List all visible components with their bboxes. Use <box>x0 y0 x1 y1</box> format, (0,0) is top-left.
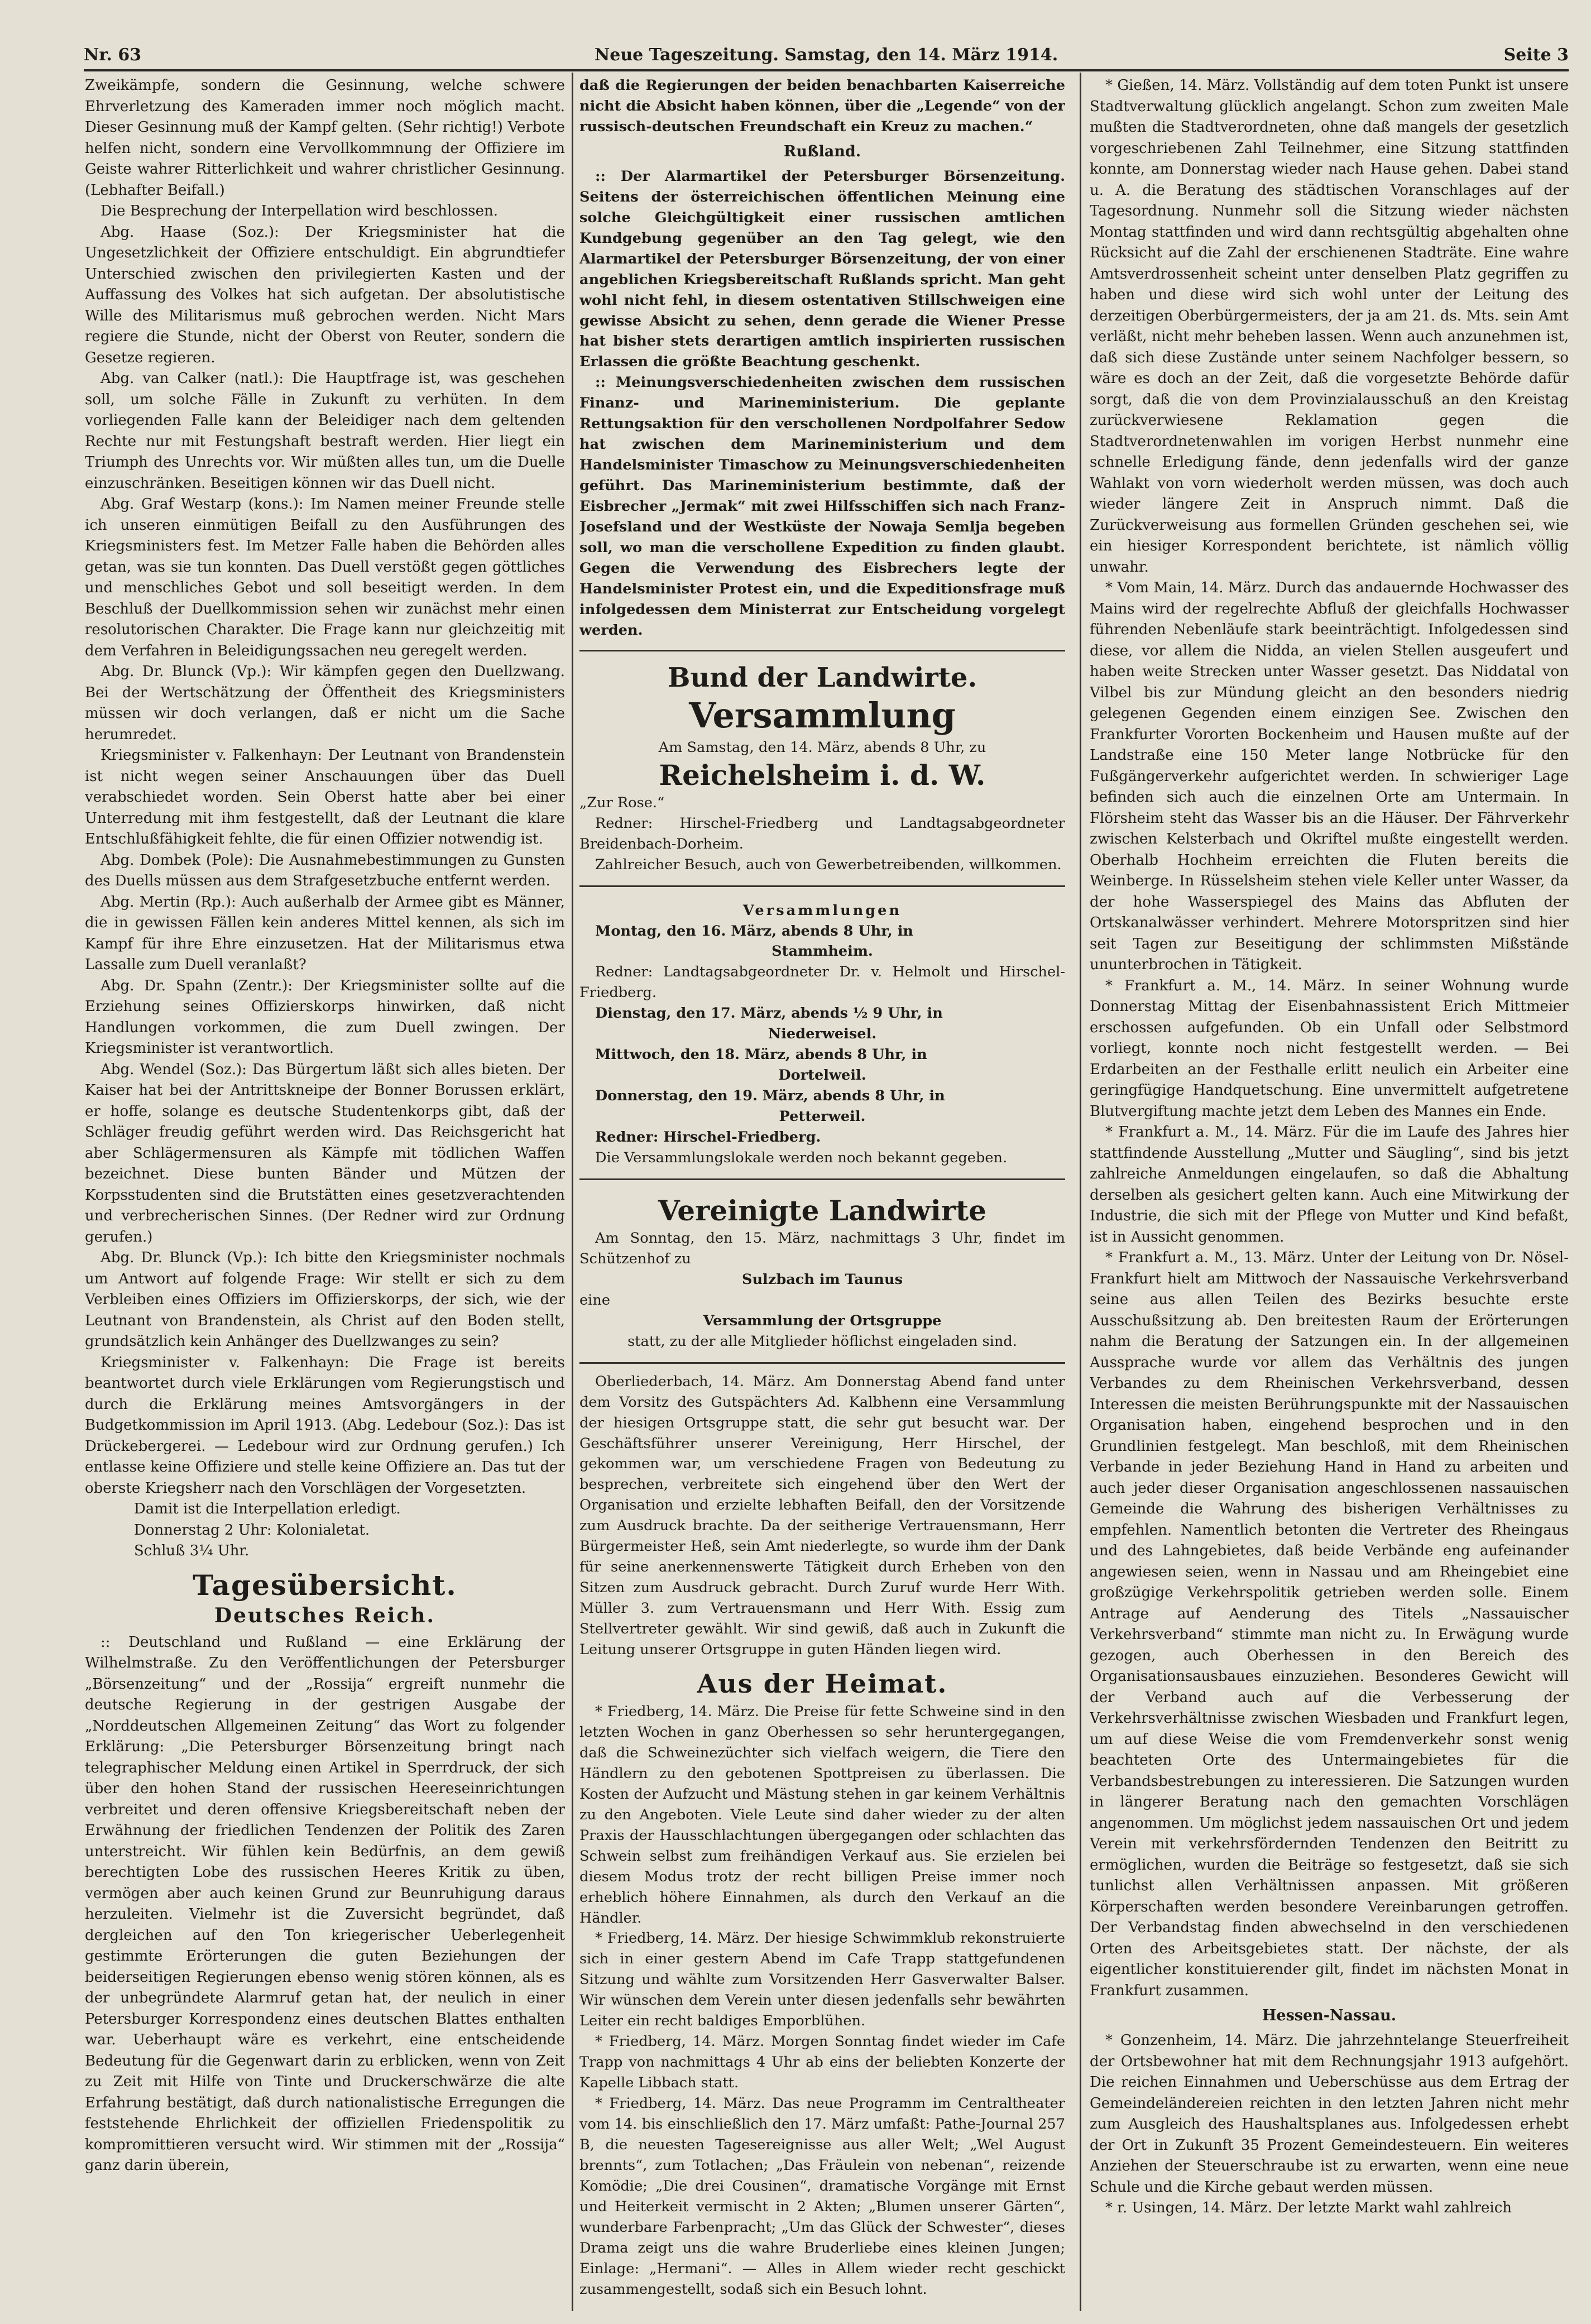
ad-line: Dienstag, den 17. März, abends ½ 9 Uhr, in <box>595 1005 943 1022</box>
article-paragraph: * Friedberg, 14. März. Die Preise für fette Schweine sind in den letzten Wochen in ganz Oberhessen so sehr heruntergegangen, daß die Schweinezüchter sich vielfach weigern, die Tiere den Händlern zu den gebotenen Spottpreisen zu überlassen. Die Kosten der Aufzucht und Mästung stehen in gar keinem Verhältnis zu den Angeboten. Viele Leute sind daher wieder zu der alten Praxis der Hausschlachtungen übergegangen oder schlachten das Schwein selbst zum freihändigen Verkauf aus. Sie erzielen bei diesem Modus trotz der recht billigen Preise immer noch erheblich höhere Einnahmen, als durch den Verkauf an die Händler. <box>579 1703 1065 1927</box>
ad-line: eine <box>579 1291 610 1309</box>
ad-title: Versammlungen <box>742 902 902 919</box>
article-paragraph: * r. Usingen, 14. März. Der letzte Markt wahl zahlreich <box>1105 2200 1512 2216</box>
ad-line: Donnerstag, den 19. März, abends 8 Uhr, in <box>595 1087 945 1105</box>
article-paragraph: Abg. Dombek (Pole): Die Ausnahmebestimmungen zu Gunsten des Duells müssen aus dem Strafgesetzbuche entfernt werden. <box>85 851 565 889</box>
ad-title: Bund der Landwirte. <box>667 662 977 693</box>
article-paragraph: Abg. Dr. Spahn (Zentr.): Der Kriegsminister sollte auf die Erziehung seines Offizierskorps hinwirken, daß nicht Handlungen vorkommen, die zum Duell zwingen. Der Kriegsminister ist verantwortlich. <box>85 977 565 1057</box>
ad-line: Redner: Hirschel-Friedberg. <box>595 1129 821 1146</box>
issue-number: Nr. 63 <box>84 45 142 65</box>
ad-line: Petterweil. <box>779 1108 866 1125</box>
ad-line: Stammheim. <box>771 943 873 960</box>
header-rule <box>84 69 1569 71</box>
article-paragraph: Schluß 3¼ Uhr. <box>134 1542 250 1559</box>
section-heading-aus-der-heimat: Aus der Heimat. <box>697 1669 948 1699</box>
article-paragraph: Abg. Dr. Blunck (Vp.): Ich bitte den Kriegsminister nochmals um Antwort auf folgende Frage: Wir stellt er sich zu dem Verbleiben eines Offiziers im Offizierskorps, der sich, wie der Leutnant von Brandenstein, als Christ auf den Boden stellt, grundsätzlich kein Anhänger des Duellzwanges zu sein? <box>85 1249 565 1350</box>
article-paragraph: * Gießen, 14. März. Vollständig auf dem toten Punkt ist unsere Stadtverwaltung glücklich angelangt. Schon zum zweiten Male mußten die Stadtverordneten, ohne daß mangels der gesetzlich vorgeschriebenen Zahl Teilnehmer, eine Sitzung stattfinden konnte, am Donnerstag wieder nach Hause gehen. Dabei stand u. A. die Beratung des städtischen Voranschlages auf der Tagesordnung. Nunmehr soll die Sitzung wieder nächsten Montag stattfinden und wird dann rechtsgültig abgehalten ohne Rücksicht auf die Zahl der erschienenen Stadträte. Eine wahre Amtsverdrossenheit scheint unter denselben Platz gegriffen zu haben und diese wird sich wohl unter der Leitung des derzeitigen Oberbürgermeisters, der ja am 21. ds. Mts. sein Amt verläßt, nicht mehr beheben lassen. Wenn auch anzunehmen ist, daß sich diese Zustände unter seinem Nachfolger bessern, so wäre es doch an der Zeit, daß die vorgesetzte Behörde dafür sorgt, daß die von dem Provinzialausschuß an den Kreistag zurückverwiesene Reklamation gegen die Stadtverordnetenwahlen im vorigen Herbst nunmehr eine schnelle Erledigung fände, denn jedenfalls wird der ganze Wahlakt von vorn wiederholt werden müssen, was doch auch wieder längere Zeit in Anspruch nimmt. Daß die Zurückverweisung aus formellen Gründen geschehen sei, wie ein hiesiger Korrespondent berichtete, ist nämlich völlig unwahr. <box>1090 77 1569 576</box>
column-1 <box>85 75 565 2308</box>
article-paragraph: Abg. Wendel (Soz.): Das Bürgertum läßt sich alles bieten. Der Kaiser hat bei der Antrittskneipe der Bonner Borussen erklärt, er hoffe, solange es deutsche Studentenkorps gibt, daß der Schläger freudig geführt werden wird. Das Reichsgericht hat aber Schlägermensuren als Kämpfe mit tödlichen Waffen bezeichnet. Diese bunten Bänder und Mützen der Korpsstudenten sind die Brutstätten eines gesetzverachtenden und verbrecherischen Sinnes. (Der Redner wird zur Ordnung gerufen.) <box>85 1061 565 1245</box>
article-paragraph: * Friedberg, 14. März. Der hiesige Schwimmklub rekonstruierte sich in einer gestern Abend im Cafe Trapp stattgefundenen Sitzung und wählte zum Vorsitzenden Herr Gasverwalter Balser. Wir wünschen dem Verein unter diesen jedenfalls sehr bewährten Leiter ein recht baldiges Emporblühen. <box>579 1930 1065 2030</box>
article-paragraph: Abg. Haase (Soz.): Der Kriegsminister hat die Ungesetzlichkeit der Offiziere entschuldigt. Ein abgrundtiefer Unterschied zwischen den privilegierten Kasten und der Auffassung des Volkes hat sich aufgetan. Der absolutistische Wille des Militarismus muß gebrochen werden. Nicht Mars regiere die Stunde, nicht der Oberst von Reuter, sondern die Gesetze regieren. <box>85 223 565 366</box>
advertisement-bund-der-landwirte <box>579 655 1065 887</box>
article-paragraph: Abg. Mertin (Rp.): Auch außerhalb der Armee gibt es Männer, die in gewissen Fällen kein anderes Mittel kennen, als sich im Kampf für ihre Ehre einzusetzen. Hat der Militarismus etwa Lassalle zum Duell veranlaßt? <box>85 893 565 973</box>
ad-speaker: Redner: Hirschel-Friedberg und Landtagsabgeordneter Breidenbach-Dorheim. <box>579 814 1065 852</box>
page-number: Seite 3 <box>1503 45 1569 65</box>
ad-title: Vereinigte Landwirte <box>658 1194 986 1227</box>
article-paragraph: :: Der Alarmartikel der Petersburger Börsenzeitung. Seitens der österreichischen öffentlichen Meinung eine solche Gleichgültigkeit einer russischen amtlichen Kundgebung gegenüber an den Tag gelegt, wie den Alarmartikel der Petersburger Börsenzeitung, der von einer angeblichen Kriegsbereitschaft Rußlands spricht. Man geht wohl nicht fehl, in diesem ostentativen Stillschweigen eine gewisse Absicht zu sehen, denn gerade die Wiener Presse hat bisher stets derartigen amtlich inspirierten russischen Erlassen die größte Beachtung geschenkt. <box>579 167 1065 371</box>
ad-subtitle: Versammlung <box>689 694 956 736</box>
article-paragraph: Abg. van Calker (natl.): Die Hauptfrage ist, was geschehen soll, um solche Fälle in Zukunft zu verhüten. In dem vorliegenden Falle kann der Beleidiger nach dem geltenden Rechte nur mit Festungshaft bestraft werden. Hier liegt ein Triumph des Unrechts vor. Wir müßten alles tun, um die Duelle einzuschränken. Beseitigen können wir das Duell nicht. <box>85 370 565 492</box>
ad-line: Dortelweil. <box>778 1067 866 1084</box>
article-paragraph: * Friedberg, 14. März. Morgen Sonntag findet wieder im Cafe Trapp von nachmittags 4 Uhr ab eins der beliebten Konzerte der Kapelle Libbach statt. <box>579 2033 1065 2092</box>
section-heading-tagesuebersicht: Tagesübersicht. <box>193 1568 457 1602</box>
advertisement-versammlungen <box>579 895 1065 1180</box>
article-paragraph: * Frankfurt a. M., 14. März. In seiner Wohnung wurde Donnerstag Mittag der Eisenbahnassistent Erich Mittmeier erschossen aufgefunden. Ob ein Unfall oder Selbstmord vorliegt, konnte noch nicht festgestellt werden. — Bei Erdarbeiten an der Festhalle erlitt neulich ein Arbeiter eine geringfügige Handquetschung. Eine unvermittelt aufgetretene Blutvergiftung machte jetzt dem Leben des Mannes ein Ende. <box>1090 977 1569 1120</box>
ad-line: Niederweisel. <box>768 1026 877 1043</box>
article-paragraph: * Vom Main, 14. März. Durch das andauernde Hochwasser des Mains wird der regelrechte Abfluß der gleichfalls Hochwasser führenden Nebenläufe stark beeinträchtigt. Infolgedessen sind diese, vor allem die Nidda, an vielen Stellen ausgeufert und haben weite Strecken unter Wasser gesetzt. Das Niddatal von Vilbel bis zur Mündung gleicht an den besonders niedrig gelegenen Gegenden einem einzigen See. Zwischen den Frankfurter Vororten Bockenheim und Hausen mußte auf der Landstraße eine 150 Meter lange Notbrücke für den Fußgängerverkehr aufgerichtet werden. In schwieriger Lage befinden sich auch die einzelnen Orte am Untermain. In Flörsheim steht das Wasser bis an die Häuser. Der Fährverkehr zwischen Kelsterbach und Okriftel mußte eingestellt werden. Oberhalb Hochheim erreichten die Fluten bereits die Weinberge. In Rüsselsheim stehen viele Keller unter Wasser, da der hohe Wasserspiegel des Mains das Abfluten der Ortskanalwässer verhindert. Mehrere Motorspritzen sind hier seit Tagen zur Beseitigung der schlimmsten Mißstände ununterbrochen in Tätigkeit. <box>1090 579 1569 973</box>
article-paragraph: daß die Regierungen der beiden benachbarten Kaiserreiche nicht die Absicht haben können, über die „Legende“ von der russisch-deutschen Freundschaft ein Kreuz zu machen.“ <box>579 77 1065 135</box>
article-paragraph: * Friedberg, 14. März. Das neue Programm im Centraltheater vom 14. bis einschließlich den 17. März umfaßt: Pathe-Journal 257 B, die neuesten Tagesereignisse aus aller Welt; „Wel August brennts“, zum Totlachen; „Das Fräulein von nebenan“, reizende Komödie; „Die drei Cousinen“, dramatische Vorgänge mit Ernst und Heiterkeit vermischt in 2 Akten; „Blumen unserer Gärten“, wunderbare Farbenpracht; „Um das Glück der Schwester“, dieses Drama zeigt uns die wahre Bruderliebe eines kleinen Jungen; Einlage: „Hermani“. — Alles in Allem wieder recht geschickt zusammengestellt, sodaß sich ein Besuch lohnt. <box>579 2095 1065 2298</box>
article-paragraph: * Frankfurt a. M., 14. März. Für die im Laufe des Jahres hier stattfindende Ausstellung „Mutter und Säugling“, sind bis jetzt zahlreiche Anmeldungen eingelaufen, so daß die Abhaltung derselben als gesichert gelten kann. Auch eine Mitwirkung der Industrie, die sich mit der Pflege von Mutter und Kind befaßt, ist in Aussicht genommen. <box>1090 1124 1569 1245</box>
column-rule-1 <box>572 73 573 2311</box>
ad-place: Sulzbach im Taunus <box>741 1271 903 1288</box>
ad-line: Redner: Landtagsabgeordneter Dr. v. Helmolt und Hirschel-Friedberg. <box>579 964 1065 1002</box>
section-subheading-hessen-nassau: Hessen-Nassau. <box>1262 2007 1397 2024</box>
page-header <box>84 42 1569 68</box>
article-paragraph: Donnerstag 2 Uhr: Kolonialetat. <box>134 1521 370 1539</box>
column-3 <box>1090 75 1569 2308</box>
column-2 <box>579 75 1065 2308</box>
article-paragraph: Abg. Graf Westarp (kons.): Im Namen meiner Freunde stelle ich unseren einmütigen Beifall zu den Ausführungen des Kriegsministers fest. Im Metzer Falle haben die Behörden alles getan, was sie tun konnten. Das Duell verstößt gegen göttliches und menschliches Gebot und soll beseitigt werden. In dem Beschluß der Duellkommission sehen wir zunächst mehr einen resolutorischen Charakter. Die Frage kann nur gleichzeitig mit dem Verfahren in Beleidigungssachen neu geregelt werden. <box>85 496 565 659</box>
ad-line: Versammlung der Ortsgruppe <box>703 1312 942 1329</box>
article-paragraph: :: Deutschland und Rußland — eine Erklärung der Wilhelmstraße. Zu den Veröffentlichungen der Petersburger „Börsenzeitung“ und der „Rossija“ ergreift nunmehr die deutsche Regierung in der gestrigen Ausgabe der „Norddeutschen Allgemeinen Zeitung“ das Wort zu folgender Erklärung: „Die Petersburger Börsenzeitung bringt nach telegraphischer Meldung einen Artikel in Sperrdruck, der sich über den hohen Stand der russischen Heereseinrichtungen verbreitet und deren offensive Kriegsbereitschaft neben der Erwähnung der friedlichen Tendenzen der Politik des Zaren unterstreicht. Wir fühlen kein Bedürfnis, an dem gewiß berechtigten Lobe des russischen Heeres Kritik zu üben, vermögen aber auch keinen Grund zur Beunruhigung daraus herzuleiten. Vielmehr ist die Zuversicht begründet, daß dergleichen auf den Ton kriegerischer Ueberlegenheit gestimmte Erörterungen die guten Beziehungen der beiderseitigen Regierungen ebenso wenig stören können, als es der unbegründete Alarmruf getan hat, der neulich in einer Petersburger Korrespondenz eines deutschen Blattes enthalten war. Ueberhaupt wäre es verkehrt, eine entscheidende Bedeutung für die Gegenwart darin zu erblicken, wenn von Zeit zu Zeit mit Hilfe von Tinte und Druckerschwärze die alte Erfahrung bestätigt, daß durch nationalistische Erregungen die feststehende Ehrlichkeit der offiziellen Friedenspolitik zu kompromittieren versucht wird. Wir stimmen mit der „Rossija“ ganz darin überein, <box>85 1633 565 2174</box>
ad-line: Mittwoch, den 18. März, abends 8 Uhr, in <box>595 1046 927 1063</box>
column-rule-2 <box>1080 73 1081 2311</box>
article-paragraph: :: Meinungsverschiedenheiten zwischen dem russischen Finanz- und Marineministerium. Die geplante Rettungsaktion für den verschollenen Nordpolfahrer Sedow hat zwischen dem Marineministerium und dem Handelsminister Timaschow zu Meinungsverschiedenheiten geführt. Das Marineministerium bestimmte, daß der Eisbrecher „Jermak“ mit zwei Hilfsschiffen sich nach Franz-Josefsland und der Westküste der Nowaja Semlja begeben soll, wo man die verschollene Expedition zu finden glaubt. Gegen die Verwendung des Eisbrechers legte der Handelsminister Protest ein, und die Expeditionsfrage muß infolgedessen dem Ministerrat zur Entscheidung vorgelegt werden. <box>579 374 1065 639</box>
ad-date: Am Samstag, den 14. März, abends 8 Uhr, zu <box>658 739 986 756</box>
ad-invite: statt, zu der alle Mitglieder höflichst eingeladen sind. <box>627 1333 1017 1350</box>
article-paragraph: Kriegsminister v. Falkenhayn: Die Frage ist bereits beantwortet durch viele Erklärungen vom Regierungstisch und durch die Erklärung meines Amtsvorgängers in der Budgetkommission im April 1913. (Abg. Ledebour (Soz.): Das ist Drückebergerei. — Ledebour wird zur Ordnung gerufen.) Ich entlasse keine Offiziere und stelle keine Offiziere an. Das tut der oberste Kriegsherr nach den Vorschlägen der Vorgesetzten. <box>85 1354 565 1497</box>
article-paragraph: Damit ist die Interpellation erledigt. <box>134 1501 401 1517</box>
ad-place: Reichelsheim i. d. W. <box>659 758 986 792</box>
article-paragraph: Abg. Dr. Blunck (Vp.): Wir kämpfen gegen den Duellzwang. Bei der Wertschätzung der Öffentheit des Kriegsministers müssen wir doch verlangen, daß er nicht um die Sache herumredet. <box>85 663 565 743</box>
article-paragraph: * Gonzenheim, 14. März. Die jahrzehntelange Steuerfreiheit der Ortsbewohner hat mit dem Rechnungsjahr 1913 aufgehört. Die reichen Einnahmen und Ueberschüsse aus dem Ertrag der Gemeindeländereien reichten in den letzten Jahren nicht mehr zum Ausgleich des Haushaltsplanes aus. Infolgedessen erhebt der Ort in Zukunft 35 Prozent Gemeindesteuern. Ein weiteres Anziehen der Steuerschraube ist zu erwarten, wenn eine neue Schule und die Kirche gebaut werden müssen. <box>1090 2032 1569 2196</box>
article-paragraph: Zweikämpfe, sondern die Gesinnung, welche schwere Ehrverletzung des Kameraden immer noch möglich macht. Dieser Gesinnung muß der Kampf gelten. (Sehr richtig!) Verbote helfen nicht, sondern eine Vervollkommnung der Offiziere im Geiste wahrer Ritterlichkeit und wahrer christlicher Gesinnung. (Lebhafter Beifall.) <box>85 77 565 199</box>
ad-line: Die Versammlungslokale werden noch bekannt gegeben. <box>595 1149 1008 1166</box>
article-paragraph: * Frankfurt a. M., 13. März. Unter der Leitung von Dr. Nösel-Frankfurt hielt am Mittwoch der Nassauische Verkehrsverband seine aus allen Teilen des Bezirks besuchte erste Ausschußsitzung ab. Den breitesten Raum der Erörterungen nahm die Beratung der Satzungen ein. In der allgemeinen Aussprache wurde vor allem das Verhältnis des jungen Verbandes zu dem Rheinischen Verkehrsverband, dessen Interessen die meisten Berührungspunkte mit der Nassauischen Organisation haben, eingehend besprochen und in den Grundlinien festgelegt. Man beschloß, mit dem Rheinischen Verbande in jeder Beziehung Hand in Hand zu arbeiten und auch jeder dieser Organisation angeschlossenen nassauischen Gemeinde die Wahrung des bisherigen Verhältnisses zu empfehlen. Namentlich betonten die Vertreter des Rheingaus und des Lahngebietes, daß beide Verbände eng aufeinander angewiesen seien, wenn in Nassau und am Rheingebiet eine großzügige Verkehrspolitik getrieben werden solle. Einem Antrage auf Aenderung des Titels „Nassauischer Verkehrsverband“ stimmte man nicht zu. In Erwägung wurde gezogen, auch Oberhessen in den Bereich des Organisationsausbaues einzuziehen. Besonderes Gewicht will der Verband auch auf die Verbesserung der Verkehrsverhältnisse zwischen Wiesbaden und Frankfurt legen, um auf diese Weise die vom Fremdenverkehr sonst wenig beachteten Orte des Untermaingebietes für die Verbandsbestrebungen zu interessieren. Die Satzungen wurden in längerer Beratung nach den gemachten Vorschlägen angenommen. Um möglichst jedem nassauischen Ort und jedem Verein mit verkehrsfördernden Tendenzen den Beitritt zu ermöglichen, wurden die Beiträge so festgesetzt, daß sie sich tunlichst allen Verhältnissen anpassen. Mit größeren Körperschaften werden besondere Vereinbarungen getroffen. Der Verbandstag finden abwechselnd in den verschiedenen Orten des Arbeitsgebietes statt. Der nächste, der als eigentlicher konstituierender gilt, findet im nächsten Monat in Frankfurt zusammen. <box>1090 1249 1569 1999</box>
article-paragraph: Oberliederbach, 14. März. Am Donnerstag Abend fand unter dem Vorsitz des Gutspächters Ad. Kalbhenn eine Versammlung der hiesigen Ortsgruppe statt, die sehr gut besucht war. Der Geschäftsführer unserer Vereinigung, Herr Hirschel, der gekommen war, um verschiedene Fragen von Bedeutung zu besprechen, verbreitete sich eingehend über den Wert der Organisation und erzielte lebhaften Beifall, den der Vorsitzende zum Ausdruck brachte. Da der seitherige Vertrauensmann, Herr Bürgermeister Heß, sein Amt niederlegte, so wurde ihm der Dank für seine anerkennenswerte Tätigkeit durch Erheben von den Sitzen zum Ausdruck gebracht. Durch Zuruf wurde Herr With. Müller 3. zum Vertrauensmann und Herr With. Essig zum Stellvertreter gewählt. Wir sind gewiß, daß auch in Zukunft die Leitung unserer Ortsgruppe in guten Händen liegen wird. <box>579 1373 1065 1659</box>
ad-inn: „Zur Rose.“ <box>579 794 665 811</box>
section-subheading-deutsches-reich: Deutsches Reich. <box>214 1603 436 1627</box>
article-paragraph: Die Besprechung der Interpellation wird beschlossen. <box>100 203 499 219</box>
ad-line: Montag, den 16. März, abends 8 Uhr, in <box>595 922 914 940</box>
ad-invite: Zahlreicher Besuch, auch von Gewerbetreibenden, willkommen. <box>595 856 1062 873</box>
advertisement-vereinigte-landwirte <box>579 1188 1065 1364</box>
masthead-date: Neue Tageszeitung. Samstag, den 14. März 1914. <box>594 45 1058 65</box>
ad-date: Am Sonntag, den 15. März, nachmittags 3 Uhr, findet im Schützenhof zu <box>579 1229 1065 1267</box>
section-subheading-russland: Rußland. <box>783 142 861 160</box>
article-paragraph: Kriegsminister v. Falkenhayn: Der Leutnant von Brandenstein ist nicht wegen seiner Anschauungen über das Duell verabschiedet worden. Sein Oberst hatte aber bei einer Unterredung mit ihm festgestellt, daß der Leutnant die klare Entschlußfähigkeit fehlte, die für einen Offizier notwendig ist. <box>85 747 565 847</box>
advertisement-rule <box>579 650 1065 651</box>
